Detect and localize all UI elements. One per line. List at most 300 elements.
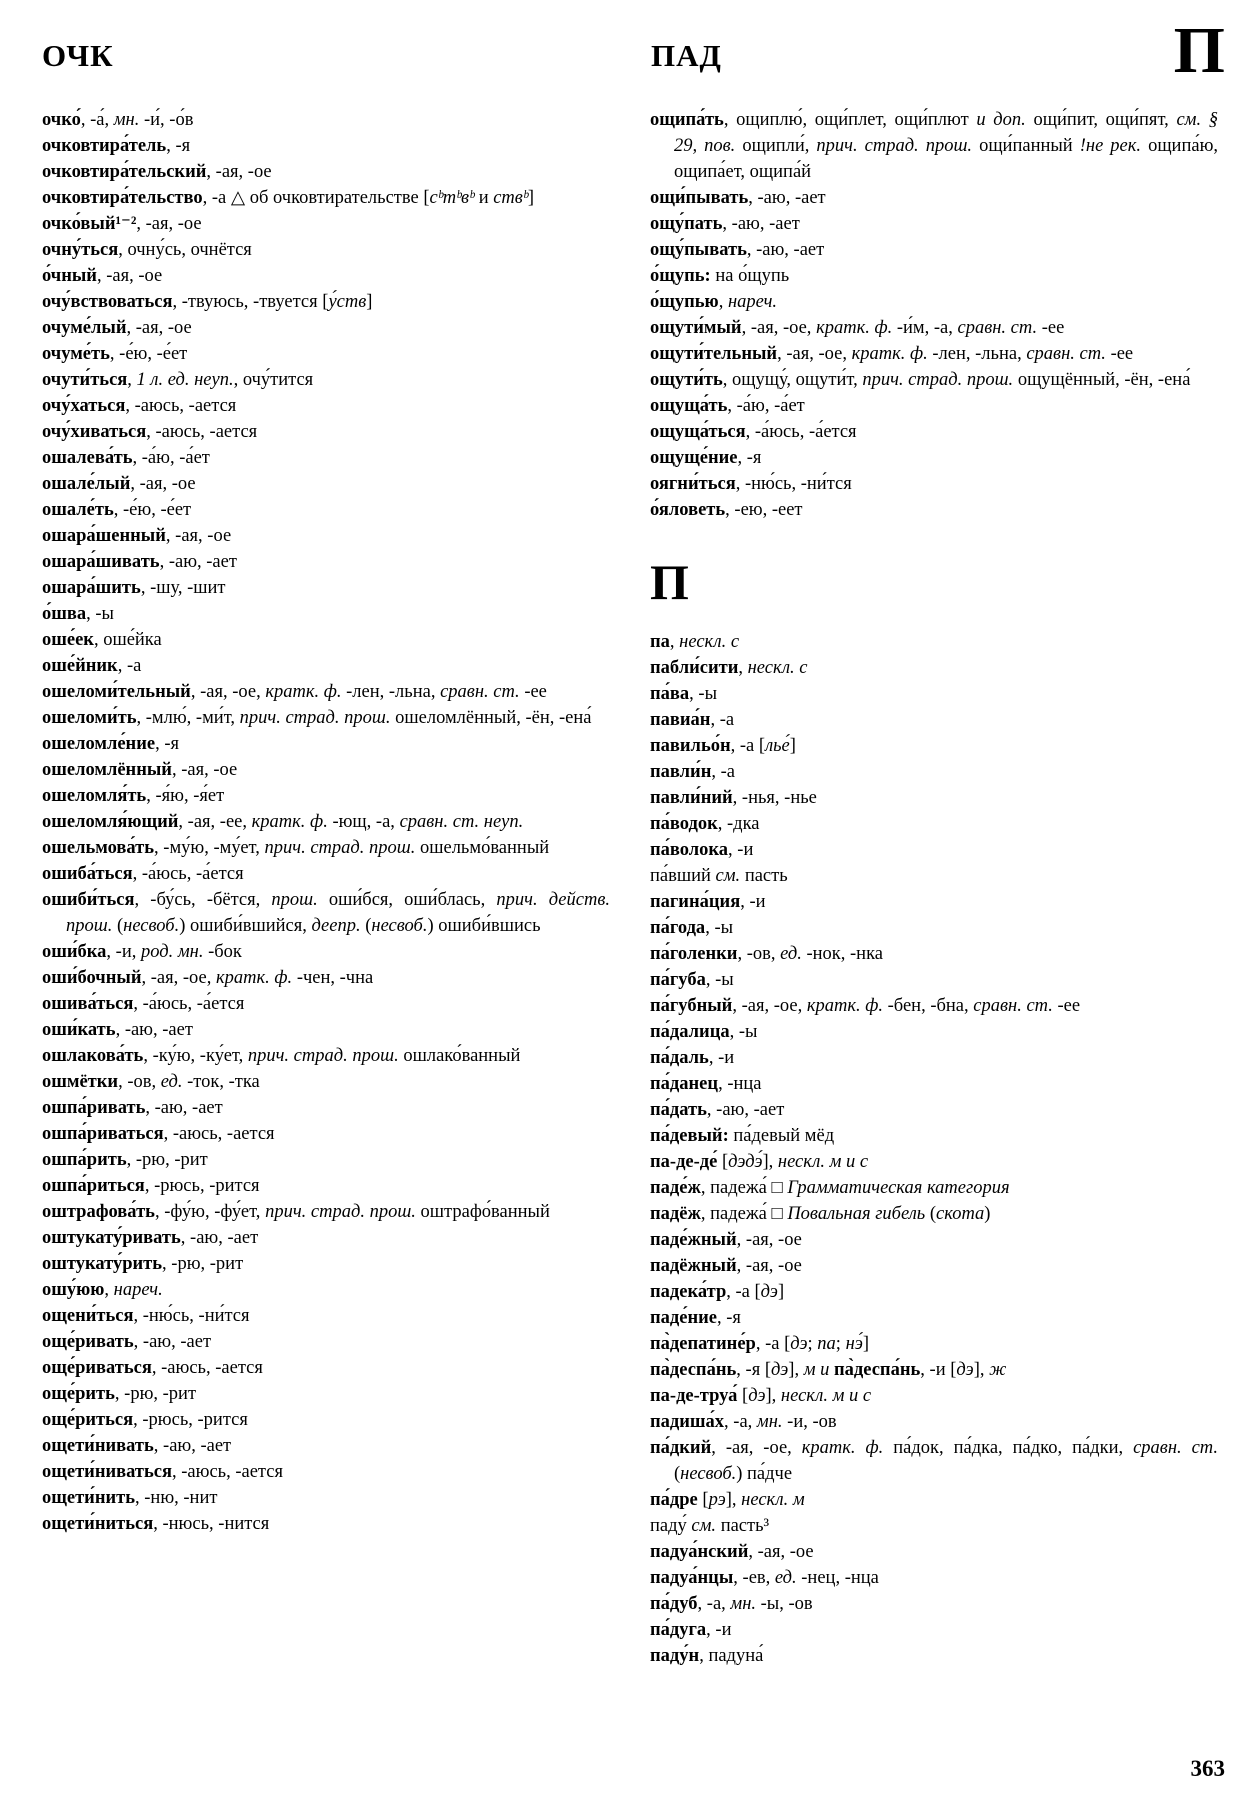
right-column	[650, 107, 1218, 1669]
headword: оше́ек	[42, 630, 94, 650]
entry-text: , -ню, -нит	[135, 1488, 218, 1508]
entry-text: , -ая, -ое,	[777, 344, 852, 364]
entry-text: ],	[973, 1360, 990, 1380]
grammar-note: деепр.	[311, 916, 361, 936]
grammar-note: cᵇmᵇвᵇ	[429, 188, 475, 208]
dictionary-entry	[42, 627, 610, 653]
left-column	[42, 107, 610, 1537]
entry-text: , -твуюсь, -твуется [	[172, 292, 329, 312]
headword: очко́	[42, 110, 81, 130]
entry-text: , -ы	[689, 684, 717, 704]
headword: падёж	[650, 1204, 701, 1224]
dictionary-entry	[42, 1095, 610, 1121]
dictionary-entry	[650, 1643, 1218, 1669]
grammar-note: нескл. м и с	[780, 1386, 872, 1406]
entry-text: паду́	[650, 1516, 692, 1536]
entry-text: ошельмо́ванный	[415, 838, 550, 858]
headword: ошеломле́ние	[42, 734, 156, 754]
entry-text: , падежа́ □	[700, 1178, 788, 1198]
entry-text: ошеломлённый, -ён, -ена́	[390, 708, 592, 728]
grammar-note: нескл. с	[679, 632, 740, 652]
dictionary-entry	[650, 967, 1218, 993]
dictionary-entry	[42, 991, 610, 1017]
entry-text: , -ая, -ое	[736, 1256, 802, 1276]
entry-text: ощипа́ю, ощипа́ет, ощипа́й	[674, 136, 1219, 182]
entry-text: , -ку́ю, -ку́ет,	[143, 1046, 248, 1066]
headword: па	[650, 632, 670, 652]
headword: очну́ться	[42, 240, 119, 260]
grammar-note: рэ	[708, 1490, 726, 1510]
grammar-note: кратк. ф.	[806, 996, 884, 1016]
entry-text: , -нюсь, -нится	[153, 1514, 270, 1534]
entry-text: -нец, -нца	[796, 1568, 879, 1588]
grammar-note: мн.	[756, 1412, 783, 1432]
headword: павильо́н	[650, 736, 731, 756]
dictionary-entry	[650, 1513, 1218, 1539]
grammar-note: прич. страд. прош.	[862, 370, 1014, 390]
entry-text: , -аюсь, -ается	[172, 1462, 283, 1482]
headword: падека́тр	[650, 1282, 727, 1302]
entry-text: , -я́ю, -я́ет	[146, 786, 225, 806]
dictionary-entry	[650, 889, 1218, 915]
headword: падуа́нцы	[650, 1568, 734, 1588]
entry-text: , -а́юсь, -а́ется	[133, 994, 245, 1014]
entry-text: , -ы	[729, 1022, 758, 1042]
dictionary-entry	[42, 1017, 610, 1043]
dictionary-entry	[650, 445, 1218, 471]
headword: па́дкий	[650, 1438, 712, 1458]
dictionary-entry	[42, 757, 610, 783]
headword: очуме́ть	[42, 344, 110, 364]
entry-text: , -ов,	[737, 944, 781, 964]
headword: павли́ний	[650, 788, 733, 808]
dictionary-entry	[42, 1329, 610, 1355]
entry-text: (	[925, 1204, 937, 1224]
entry-text: , -бу́сь, -бётся,	[134, 890, 272, 910]
headword: очу́вствоваться	[42, 292, 173, 312]
entry-text: ошлако́ванный	[398, 1046, 521, 1066]
dictionary-entry	[650, 1227, 1218, 1253]
headword: очуме́лый	[42, 318, 127, 338]
headword: още́рить	[42, 1384, 115, 1404]
entry-text: , -ы	[705, 918, 734, 938]
dictionary-entry	[42, 315, 610, 341]
entry-text: -и́м, -а,	[892, 318, 958, 338]
entry-text: )	[984, 1204, 991, 1224]
grammar-note: сравн. ст.	[957, 318, 1038, 338]
grammar-note: дэ	[760, 1282, 778, 1302]
dictionary-entry	[42, 601, 610, 627]
dictionary-entry	[650, 341, 1218, 367]
entry-text: , -ы	[705, 970, 734, 990]
grammar-note: дэдэ́	[728, 1152, 763, 1172]
entry-text: пасть	[740, 866, 788, 886]
entry-text: , -аю, -ает	[706, 1100, 785, 1120]
entry-text: , -ая, -ое,	[141, 968, 216, 988]
grammar-note: прош.	[271, 890, 318, 910]
dictionary-entry	[42, 107, 610, 133]
entry-text: ) ошиби́вшийся,	[179, 916, 312, 936]
entry-text: , -рю, -рит	[114, 1384, 197, 1404]
dictionary-entry	[650, 1019, 1218, 1045]
headword: па́водок	[650, 814, 718, 834]
entry-text: -ее	[519, 682, 547, 702]
entry-text: , -аю, -ает	[159, 552, 237, 572]
entry-text: , -я	[737, 448, 762, 468]
dictionary-entry	[42, 497, 610, 523]
entry-text: , -дка	[717, 814, 760, 834]
headword: па́года	[650, 918, 706, 938]
dictionary-entry	[650, 1591, 1218, 1617]
entry-text: , -аю, -ает	[133, 1332, 212, 1352]
entry-text: ]	[789, 736, 796, 756]
headword: ошале́ть	[42, 500, 114, 520]
headword: па́ва	[650, 684, 690, 704]
entry-text: , -а [	[730, 736, 766, 756]
dictionary-entry	[42, 835, 610, 861]
entry-text: , -а	[710, 710, 735, 730]
headword: па́голенки	[650, 944, 738, 964]
entry-text: ,	[669, 632, 680, 652]
headword: о́яловеть	[650, 500, 726, 520]
entry-text: и	[474, 188, 494, 208]
dictionary-entry	[650, 237, 1218, 263]
entry-text: , -я	[166, 136, 191, 156]
entry-text: , -ая, -ое,	[741, 318, 817, 338]
headword: ощуща́ть	[650, 396, 728, 416]
headword: ошалева́ть	[42, 448, 133, 468]
dictionary-entry	[650, 1279, 1218, 1305]
dictionary-entry	[42, 575, 610, 601]
dictionary-entry	[650, 785, 1218, 811]
entry-text: -ы, -ов	[756, 1594, 813, 1614]
dictionary-entry	[42, 1459, 610, 1485]
dictionary-entry	[42, 1225, 610, 1251]
grammar-note: м и	[803, 1360, 830, 1380]
dictionary-entry	[42, 1147, 610, 1173]
headword: ошара́шенный	[42, 526, 166, 546]
grammar-note: см.	[715, 866, 741, 886]
grammar-note: прич. страд. прош.	[247, 1046, 399, 1066]
headword: ощути́ть	[650, 370, 723, 390]
entry-text: -лен, -льна,	[341, 682, 441, 702]
grammar-note: прич. страд. прош.	[264, 838, 416, 858]
entry-text: , -а	[711, 762, 735, 782]
entry-text: , -ев,	[733, 1568, 775, 1588]
headword: па́дать	[650, 1100, 707, 1120]
section-letter: П	[650, 554, 689, 610]
entry-text: , -ов,	[118, 1072, 161, 1092]
dictionary-entry	[42, 237, 610, 263]
grammar-note: сравн. ст.	[973, 996, 1053, 1016]
headword: оштукату́рить	[42, 1254, 163, 1274]
dictionary-entry	[42, 1173, 610, 1199]
headword: ошпа́риться	[42, 1176, 145, 1196]
entry-text: , -а,	[697, 1594, 731, 1614]
dictionary-entry	[650, 1409, 1218, 1435]
entry-text: оши́бся, оши́блась,	[317, 890, 497, 910]
dictionary-entry	[42, 887, 610, 939]
grammar-note: дэ	[956, 1360, 974, 1380]
grammar-note: мн.	[730, 1594, 757, 1614]
entry-text: , -и [	[920, 1360, 957, 1380]
entry-text: ощипли́,	[735, 136, 817, 156]
dictionary-entry	[650, 419, 1218, 445]
headword: ощу́пывать	[650, 240, 747, 260]
grammar-note: нареч.	[727, 292, 778, 312]
headword: падуа́нский	[650, 1542, 749, 1562]
grammar-note: нескл. с	[747, 658, 808, 678]
headword: ошива́ться	[42, 994, 134, 1014]
dictionary-entry	[650, 941, 1218, 967]
entry-text: ,	[718, 292, 728, 312]
entry-text: на о́щупь	[710, 266, 790, 286]
entry-text: , -и	[740, 892, 766, 912]
entry-text: , -ая, -ое,	[732, 996, 807, 1016]
entry-text: -чен, -чна	[292, 968, 374, 988]
dictionary-entry	[42, 211, 610, 237]
entry-text: ощи́панный	[972, 136, 1080, 156]
entry-text: ,	[104, 1280, 114, 1300]
grammar-note: ед.	[780, 944, 802, 964]
headword: па́девый:	[650, 1126, 729, 1146]
entry-text: , -а́ю, -а́ет	[132, 448, 210, 468]
entry-text: ,	[127, 370, 137, 390]
grammar-note: !не рек.	[1079, 136, 1142, 156]
headword: павли́н	[650, 762, 712, 782]
dictionary-entry	[650, 1305, 1218, 1331]
entry-text: па́док, па́дка, па́дко, па́дки,	[883, 1438, 1134, 1458]
dictionary-entry	[42, 549, 610, 575]
entry-text: , -аюсь, -ается	[151, 1358, 263, 1378]
headword: па́данец	[650, 1074, 719, 1094]
entry-text: оштрафо́ванный	[415, 1202, 550, 1222]
entry-text: ],	[765, 1386, 781, 1406]
entry-text: , -ая, -ое	[171, 760, 238, 780]
headword: оштукату́ривать	[42, 1228, 181, 1248]
grammar-note: Грамматическая категория	[787, 1178, 1010, 1198]
dictionary-entry	[42, 1355, 610, 1381]
headword: оше́йник	[42, 656, 118, 676]
grammar-note: несвоб.	[371, 916, 428, 936]
headword: па́дуга	[650, 1620, 707, 1640]
entry-text: , -и	[706, 1620, 732, 1640]
section-letter-header: П	[1173, 14, 1225, 87]
entry-text: , -ая, -ее,	[178, 812, 252, 832]
grammar-note: ед.	[774, 1568, 797, 1588]
dictionary-entry	[650, 681, 1218, 707]
right-column-entries-o	[650, 107, 1218, 523]
headword: очу́хиваться	[42, 422, 147, 442]
entry-text: , -е́ю, -е́ет	[109, 344, 188, 364]
entry-text: , -а,	[724, 1412, 757, 1432]
entry-text: , -аю, -ает	[746, 240, 825, 260]
entry-text: , -ею, -еет	[725, 500, 803, 520]
headword: още́риться	[42, 1410, 134, 1430]
dictionary-entry	[42, 445, 610, 471]
entry-text: , -и,	[106, 942, 141, 962]
entry-text: , -ая, -ое	[206, 162, 272, 182]
grammar-note: кратк. ф.	[801, 1438, 884, 1458]
entry-text: , -ая, -ое	[736, 1230, 802, 1250]
entry-text: , -ая, -ое	[130, 474, 196, 494]
entry-text: ;	[807, 1334, 818, 1354]
entry-text: , -а́юсь, -а́ется	[132, 864, 244, 884]
headword: ощуще́ние	[650, 448, 738, 468]
dictionary-entry	[650, 1487, 1218, 1513]
grammar-note: прич. страд. прош.	[239, 708, 391, 728]
dictionary-entry	[650, 1565, 1218, 1591]
grammar-note: у́ств	[328, 292, 367, 312]
entry-text: , -аю, -ает	[748, 188, 826, 208]
grammar-note: см.	[691, 1516, 717, 1536]
entry-text: , -а́ю, -а́ет	[727, 396, 805, 416]
dictionary-entry	[42, 1511, 610, 1537]
running-head-left: ОЧК	[42, 38, 114, 73]
grammar-note: дэ	[771, 1360, 789, 1380]
page-number: 363	[1190, 1756, 1225, 1781]
entry-text: ]	[777, 1282, 785, 1302]
dictionary-entry	[650, 1097, 1218, 1123]
entry-text: , -и	[728, 840, 754, 860]
entry-text: , -ая, -ое	[165, 526, 232, 546]
entry-text: , -аюсь, -ается	[146, 422, 258, 442]
headword: ощипа́ть	[650, 110, 724, 130]
headword: очко́вый¹⁻²	[42, 214, 137, 234]
entry-text: [	[717, 1152, 729, 1172]
headword: па̀депатине́р	[650, 1334, 756, 1354]
headword: ошиба́ться	[42, 864, 133, 884]
dictionary-entry	[42, 289, 610, 315]
headword: ощени́ться	[42, 1306, 134, 1326]
dictionary-entry	[42, 1303, 610, 1329]
dictionary-entry	[42, 939, 610, 965]
dictionary-entry	[650, 471, 1218, 497]
headword: още́ривать	[42, 1332, 134, 1352]
headword: па̀деспа́нь	[650, 1360, 737, 1380]
entry-text: , -я	[717, 1308, 741, 1328]
grammar-note: кратк. ф.	[816, 318, 893, 338]
dictionary-entry	[42, 1121, 610, 1147]
dictionary-entry	[42, 185, 610, 211]
headword: ошпа́ривать	[42, 1098, 146, 1118]
entry-text: , -ая, -ое,	[711, 1438, 802, 1458]
dictionary-entry	[42, 1433, 610, 1459]
entry-text: , -ню́сь, -ни́тся	[133, 1306, 250, 1326]
entry-text: , -аю, -ает	[153, 1436, 232, 1456]
headword: па́губный	[650, 996, 733, 1016]
entry-text: ]	[366, 292, 373, 312]
headword: очковтира́тель	[42, 136, 167, 156]
entry-text: (	[112, 916, 124, 936]
entry-text: , -рюсь, -рится	[144, 1176, 260, 1196]
headword: паду́н	[650, 1646, 700, 1666]
headword: ощети́нивать	[42, 1436, 154, 1456]
entry-text: ) па́дче	[736, 1464, 793, 1484]
entry-text: пасть³	[716, 1516, 770, 1536]
headword: о́щупь:	[650, 266, 711, 286]
dictionary-entry	[42, 523, 610, 549]
dictionary-entry	[650, 289, 1218, 315]
headword: па́волока	[650, 840, 729, 860]
entry-text: , -ая, -ое	[748, 1542, 814, 1562]
grammar-note: сравн. ст. неуп.	[399, 812, 524, 832]
entry-text: (	[674, 1464, 681, 1484]
entry-text: [	[697, 1490, 709, 1510]
entry-text: -ее	[1052, 996, 1081, 1016]
headword: па-де-де́	[650, 1152, 718, 1172]
dictionary-entry	[42, 1407, 610, 1433]
dictionary-entry	[650, 263, 1218, 289]
grammar-note: Повальная гибель	[787, 1204, 926, 1224]
entry-text: , ощущу́, ощути́т,	[722, 370, 863, 390]
dictionary-entry	[42, 1485, 610, 1511]
running-head-right: ПАД	[651, 38, 722, 73]
entry-text: ощущённый, -ён, -ена́	[1013, 370, 1191, 390]
dictionary-entry	[42, 809, 610, 835]
entry-text: , -я	[155, 734, 179, 754]
dictionary-entry	[650, 1617, 1218, 1643]
entry-text: , оше́йка	[93, 630, 162, 650]
grammar-note: кратк. ф.	[216, 968, 293, 988]
entry-text: -ее	[1105, 344, 1134, 364]
headword: ошиби́ться	[42, 890, 135, 910]
headword: ощуща́ться	[650, 422, 746, 442]
entry-text: , -ню́сь, -ни́тся	[735, 474, 852, 494]
entry-text: -ющ, -а,	[327, 812, 400, 832]
grammar-note: прич. страд. прош.	[265, 1202, 416, 1222]
headword: ошпа́рить	[42, 1150, 127, 1170]
grammar-note: лье́	[765, 736, 790, 756]
dictionary-entry	[650, 393, 1218, 419]
entry-text: ]	[862, 1334, 870, 1354]
headword: о́чный	[42, 266, 97, 286]
entry-text: ],	[788, 1360, 804, 1380]
headword: паде́ние	[650, 1308, 718, 1328]
entry-text: , падежа́ □	[700, 1204, 788, 1224]
headword: па́даль	[650, 1048, 709, 1068]
headword: ощути́мый	[650, 318, 742, 338]
entry-text: , -рю, -рит	[126, 1150, 208, 1170]
entry-text: , -ая, -ое	[126, 318, 192, 338]
headword: ошара́шивать	[42, 552, 160, 572]
entry-text: , -млю́, -ми́т,	[136, 708, 240, 728]
headword: ошеломи́ть	[42, 708, 137, 728]
dictionary-entry	[42, 1277, 610, 1303]
dictionary-entry	[650, 497, 1218, 523]
entry-text: , -рюсь, -рится	[133, 1410, 248, 1430]
entry-text: ],	[725, 1490, 742, 1510]
dictionary-entry	[42, 1199, 610, 1225]
entry-text: , -аю, -ает	[722, 214, 800, 234]
dictionary-entry	[650, 655, 1218, 681]
dictionary-entry	[42, 1043, 610, 1069]
dictionary-entry	[650, 863, 1218, 889]
headword: па-де-труа́	[650, 1386, 738, 1406]
entry-text: ]	[527, 188, 534, 208]
dictionary-entry	[42, 419, 610, 445]
entry-text: , -му́ю, -му́ет,	[154, 838, 265, 858]
entry-text: , очу́тится	[233, 370, 314, 390]
dictionary-entry	[42, 783, 610, 809]
headword: ошеломля́ть	[42, 786, 147, 806]
headword: паде́жный	[650, 1230, 737, 1250]
entry-text: , -е́ю, -е́ет	[113, 500, 192, 520]
headword: ощути́тельный	[650, 344, 778, 364]
grammar-note: сравн. ст.	[1026, 344, 1106, 364]
entry-text: , -аю, -ает	[115, 1020, 193, 1040]
headword: очу́хаться	[42, 396, 126, 416]
